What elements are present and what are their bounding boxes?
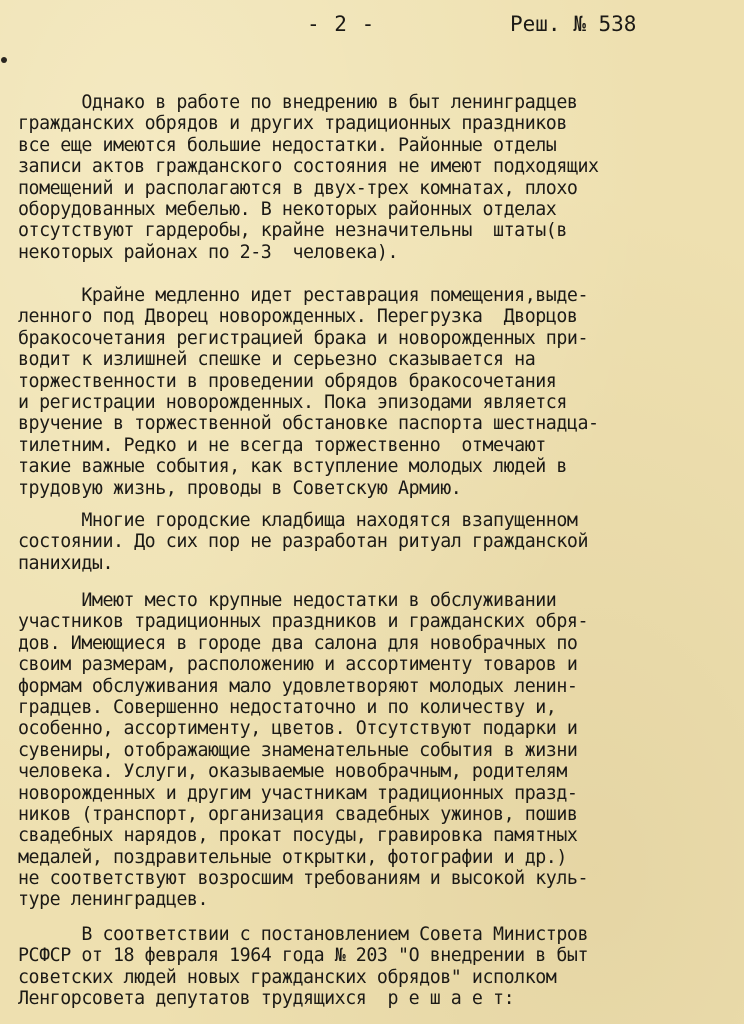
text-line: некоторых районах по 2-3 человека). — [18, 241, 399, 263]
page-number: - 2 - — [307, 12, 376, 36]
text-line: своим размерам, расположению и ассортименту товаров и — [18, 654, 578, 676]
text-line: человека. Услуги, оказываемые новобрачным, родителям — [18, 761, 567, 783]
text-line: градцев. Совершенно недостаточно и по количеству и, — [18, 696, 557, 718]
text-line: и регистрации новорожденных. Пока эпизодами является — [18, 391, 567, 413]
text-line: все еще имеются большие недостатки. Районные отделы — [18, 134, 557, 156]
text-line: трудовую жизнь, проводы в Советскую Армию. — [18, 477, 462, 499]
text-line: свадебных нарядов, прокат посуды, гравировка памятных — [18, 825, 578, 847]
text-line: сувениры, отображающие знаменательные события в жизни — [18, 739, 578, 761]
text-line: Многие городские кладбища находятся взапущенном — [18, 510, 578, 531]
paragraph-shortcomings — [18, 92, 733, 263]
decision-reference: Реш. № 538 — [510, 12, 637, 36]
text-line: отсутствуют гардеробы, крайне незначительны штаты(в — [18, 220, 567, 242]
text-line: новорожденных и другим участникам традиционных празд- — [18, 782, 578, 804]
text-line: участников традиционных праздников и гражданских обря- — [18, 611, 589, 633]
paragraph-resolution — [18, 924, 733, 1010]
text-line: состоянии. До сих пор не разработан ритуал гражданской — [18, 531, 589, 553]
text-line: тилетним. Редко и не всегда торжественно отмечают — [18, 434, 546, 456]
text-line: помещений и располагаются в двух-трех комнатах, плохо — [18, 177, 578, 199]
text-line: медалей, поздравительные открытки, фотографии и др.) — [18, 846, 567, 868]
punch-mark — [1, 57, 7, 63]
text-line: торжественности в проведении обрядов бракосочетания — [18, 370, 557, 392]
text-line: такие важные события, как вступление молодых людей в — [18, 456, 567, 478]
text-line: оборудованных мебелью. В некоторых районных отделах — [18, 198, 557, 220]
text-line: не соответствуют возросшим требованиям и высокой куль- — [18, 868, 589, 890]
text-line: формам обслуживания мало удовлетворяют молодых ленин- — [18, 675, 578, 697]
text-line: ников (транспорт, организация свадебных ужинов, пошив — [18, 803, 578, 825]
text-line: дов. Имеющиеся в городе два салона для новобрачных по — [18, 632, 578, 654]
text-line: советских людей новых гражданских обрядов" исполком — [18, 966, 557, 988]
text-line: туре ленинградцев. — [18, 889, 209, 911]
text-line: особенно, ассортименту, цветов. Отсутствуют подарки и — [18, 718, 578, 740]
text-line: Ленгорсовета депутатов трудящихся р е ш а е т: — [18, 988, 515, 1010]
text-line: гражданских обрядов и других традиционных праздников — [18, 113, 567, 135]
text-line: ленного под Дворец новорожденных. Перегрузка Дворцов — [18, 306, 578, 328]
text-line: Однако в работе по внедрению в быт ленинградцев — [18, 92, 578, 113]
text-line: Имеют место крупные недостатки в обслуживании — [18, 590, 557, 611]
paragraph-palace-restoration — [18, 285, 733, 499]
text-line: вручение в торжественной обстановке паспорта шестнадца- — [18, 413, 599, 435]
text-line: водит к излишней спешке и серьезно сказывается на — [18, 349, 536, 371]
text-line: В соответствии с постановлением Совета Министров — [18, 924, 589, 945]
paragraph-services — [18, 590, 733, 911]
text-line: Крайне медленно идет реставрация помещения,выде- — [18, 285, 589, 306]
text-line: РСФСР от 18 февраля 1964 года № 203 "О внедрении в быт — [18, 945, 589, 967]
text-line: панихиды. — [18, 552, 114, 574]
text-line: бракосочетания регистрацией брака и новорожденных при- — [18, 327, 589, 349]
paragraph-cemeteries — [18, 510, 733, 574]
text-line: записи актов гражданского состояния не имеют подходящих — [18, 156, 599, 178]
